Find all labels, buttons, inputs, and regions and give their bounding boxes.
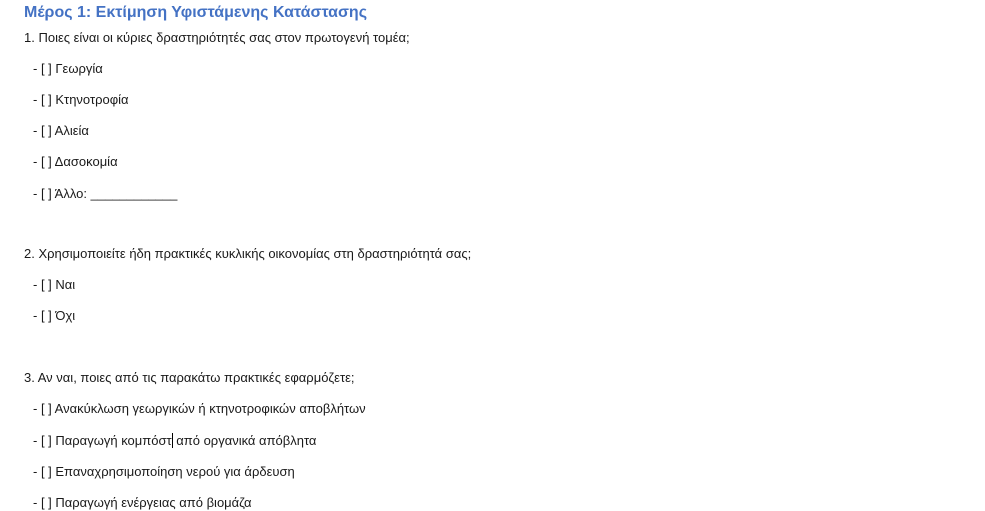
q1-option-forestry: - [ ] Δασοκομία: [33, 154, 118, 169]
q2-option-no: - [ ] Όχι: [33, 308, 76, 323]
compost-text-part-2: από οργανικά απόβλητα: [172, 433, 317, 448]
section-heading: Μέρος 1: Εκτίμηση Υφιστάμενης Κατάστασης: [24, 4, 368, 21]
question-3: 3. Αν ναι, ποιες από τις παρακάτω πρακτικές εφαρμόζετε;: [24, 370, 355, 385]
question-2: 2. Χρησιμοποιείτε ήδη πρακτικές κυκλικής οικονομίας στη δραστηριότητά σας;: [24, 246, 472, 261]
question-1: 1. Ποιες είναι οι κύριες δραστηριότητές σας στον πρωτογενή τομέα;: [24, 30, 410, 45]
q1-option-livestock: - [ ] Κτηνοτροφία: [33, 92, 129, 107]
q2-option-yes: - [ ] Ναι: [33, 277, 76, 292]
q3-option-compost: [33, 433, 316, 449]
q1-option-agriculture: - [ ] Γεωργία: [33, 61, 103, 76]
q3-option-recycling: - [ ] Ανακύκλωση γεωργικών ή κτηνοτροφικών αποβλήτων: [33, 401, 366, 416]
q3-option-biomass: - [ ] Παραγωγή ενέργειας από βιομάζα: [33, 495, 252, 510]
compost-text-part-1: - [ ] Παραγωγή κομπόστ: [33, 433, 172, 448]
q3-option-water-reuse: - [ ] Επαναχρησιμοποίηση νερού για άρδευση: [33, 464, 295, 479]
q1-option-fishing: - [ ] Αλιεία: [33, 123, 89, 138]
q1-option-other: - [ ] Άλλο: ____________: [33, 186, 178, 201]
